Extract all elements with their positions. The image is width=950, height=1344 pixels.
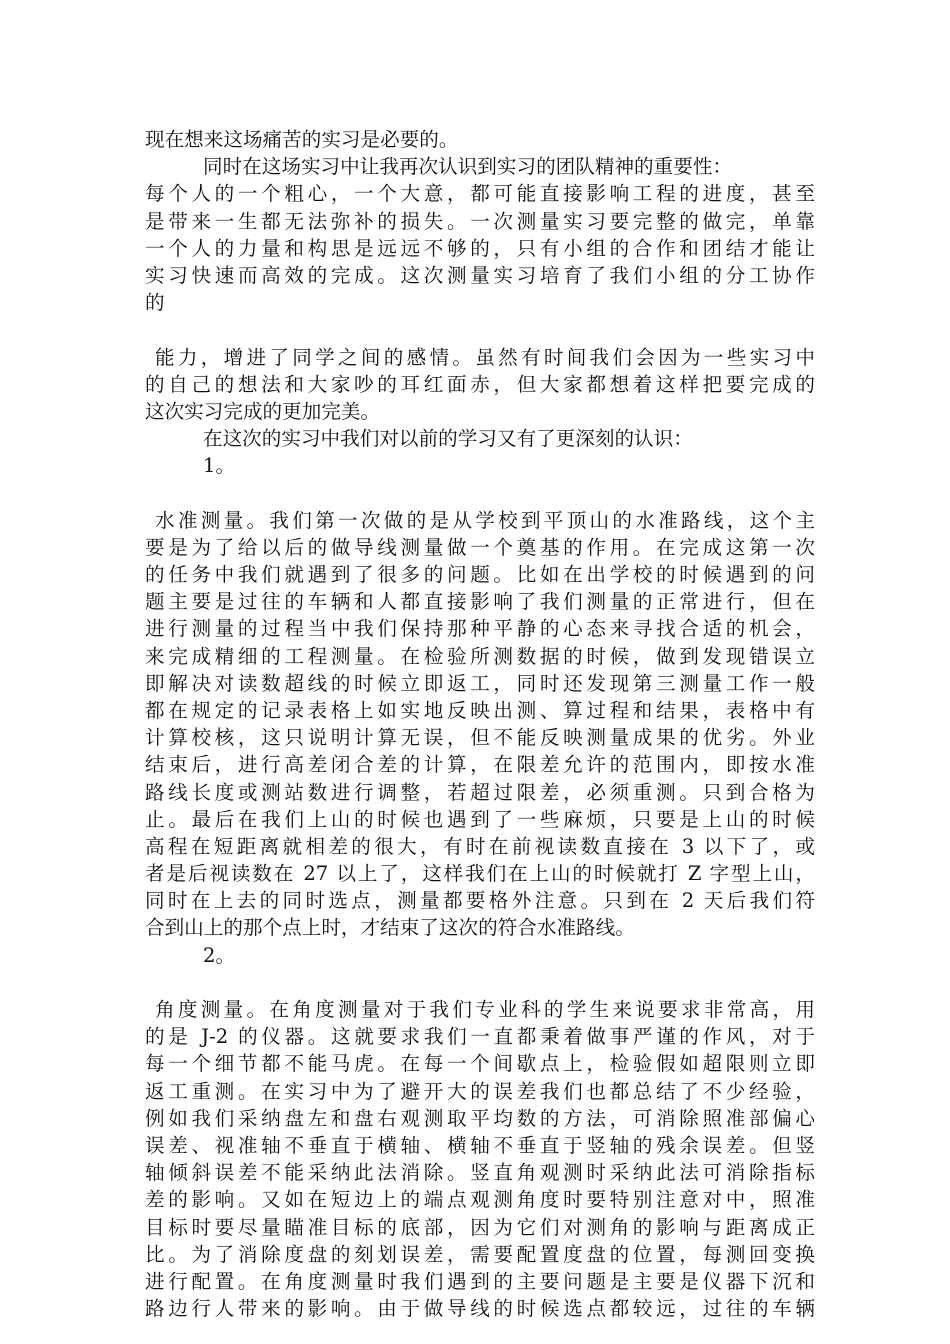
text-line: 的自己的想法和大家吵的耳红面赤，但大家都想着这样把要完成的 bbox=[145, 372, 815, 396]
text-line: 即解决对读数超线的时候立即返工，同时还发现第三测量工作一般 bbox=[145, 671, 815, 695]
text-line: 题主要是过往的车辆和人都直接影响了我们测量的正常进行，但在 bbox=[145, 590, 815, 614]
text-line: 路线长度或测站数进行调整，若超过限差，必须重测。只到合格为 bbox=[145, 780, 815, 804]
text-line: 差的影响。又如在短边上的端点观测角度时要特别注意对中，照准 bbox=[145, 1188, 815, 1212]
text-line: 返工重测。在实习中为了避开大的误差我们也都总结了不少经验， bbox=[145, 1079, 815, 1103]
text-line: 比。为了消除度盘的刻划误差，需要配置度盘的位置，每测回变换 bbox=[145, 1242, 815, 1266]
text-line: 例如我们采纳盘左和盘右观测取平均数的方法，可消除照准部偏心 bbox=[145, 1106, 815, 1130]
text-line: 1。 bbox=[203, 454, 236, 478]
text-line: 每一个细节都不能马虎。在每一个间歇点上，检验假如超限则立即 bbox=[145, 1052, 815, 1076]
text-line: 要是为了给以后的做导线测量做一个奠基的作用。在完成这第一次 bbox=[145, 535, 815, 559]
text-line: 能力，增进了同学之间的感情。虽然有时间我们会因为一些实习中 bbox=[155, 345, 815, 369]
text-line: 结束后，进行高差闭合差的计算，在限差允许的范围内，即按水准 bbox=[145, 753, 815, 777]
text-line: 止。最后在我们上山的时候也遇到了一些麻烦，只要是上山的时候 bbox=[145, 807, 815, 831]
text-line: 水准测量。我们第一次做的是从学校到平顶山的水准路线，这个主 bbox=[155, 508, 815, 532]
text-line: 这次实习完成的更加完美。 bbox=[145, 399, 381, 423]
text-line: 高程在短距离就相差的很大，有时在前视读数直接在 3 以下了，或 bbox=[145, 834, 815, 858]
text-line: 同时在这场实习中让我再次认识到实习的团队精神的重要性： bbox=[203, 155, 733, 179]
text-line: 路边行人带来的影响。由于做导线的时候选点都较远，过往的车辆 bbox=[145, 1297, 815, 1321]
text-line: 的 bbox=[145, 291, 165, 315]
text-line: 实习快速而高效的完成。这次测量实习培育了我们小组的分工协作 bbox=[145, 263, 815, 287]
text-line: 合到山上的那个点上时，才结束了这次的符合水准路线。 bbox=[145, 916, 635, 940]
text-line: 在这次的实习中我们对以前的学习又有了更深刻的认识： bbox=[203, 427, 693, 451]
text-line: 者是后视读数在 27 以上了，这样我们在上山的时候就打 Z 字型上山， bbox=[145, 862, 815, 886]
document-body bbox=[145, 126, 815, 1322]
text-line: 的任务中我们就遇到了很多的问题。比如在出学校的时候遇到的问 bbox=[145, 563, 815, 586]
text-line: 误差、视准轴不垂直于横轴、横轴不垂直于竖轴的残余误差。但竖 bbox=[145, 1133, 815, 1157]
text-line: 同时在上去的同时选点，测量都要格外注意。只到在 2 天后我们符 bbox=[145, 889, 815, 913]
text-line: 进行配置。在角度测量时我们遇到的主要问题是主要是仪器下沉和 bbox=[145, 1269, 815, 1293]
text-line: 轴倾斜误差不能采纳此法消除。竖直角观测时采纳此法可消除指标 bbox=[145, 1161, 815, 1185]
text-line: 每个人的一个粗心，一个大意，都可能直接影响工程的进度，甚至 bbox=[145, 182, 815, 206]
text-line: 角度测量。在角度测量对于我们专业科的学生来说要求非常高，用 bbox=[155, 998, 815, 1021]
text-line: 目标时要尽量瞄准目标的底部，因为它们对测角的影响与距离成正 bbox=[145, 1215, 815, 1239]
text-line: 2。 bbox=[203, 943, 236, 967]
text-line: 一个人的力量和构思是远远不够的，只有小组的合作和团结才能让 bbox=[145, 236, 815, 260]
text-line: 进行测量的过程当中我们保持那种平静的心态来寻找合适的机会， bbox=[145, 617, 815, 641]
text-line: 是带来一生都无法弥补的损失。一次测量实习要完整的做完，单靠 bbox=[145, 209, 815, 233]
text-line: 的是 J-2 的仪器。这就要求我们一直都秉着做事严谨的作风，对于 bbox=[145, 1025, 815, 1049]
text-line: 现在想来这场痛苦的实习是必要的。 bbox=[145, 128, 459, 151]
blank-line bbox=[145, 316, 815, 343]
blank-line bbox=[145, 479, 815, 506]
text-line: 计算校核，这只说明计算无误，但不能反映测量成果的优劣。外业 bbox=[145, 726, 815, 750]
blank-line bbox=[145, 969, 815, 996]
text-line: 来完成精细的工程测量。在检验所测数据的时候，做到发现错误立 bbox=[145, 644, 815, 668]
text-line: 都在规定的记录表格上如实地反映出测、算过程和结果，表格中有 bbox=[145, 698, 815, 722]
